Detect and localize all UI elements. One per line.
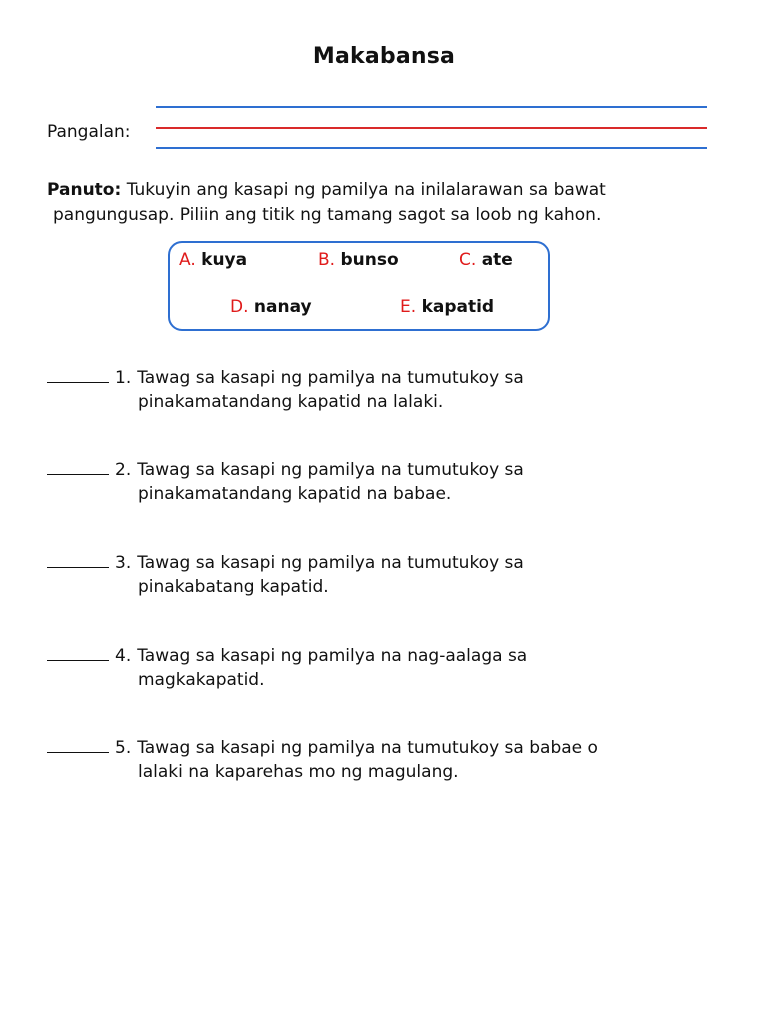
instructions-line-2: pangungusap. Piliin ang titik ng tamang sagot sa loob ng kahon. [53, 205, 602, 225]
choice-word: kuya [201, 250, 248, 270]
answer-blank[interactable] [47, 738, 109, 753]
question-text: Tawag sa kasapi ng pamilya na tumutukoy sa [137, 368, 524, 388]
question-number: 2. [115, 460, 132, 480]
question-number: 5. [115, 738, 132, 758]
answer-blank[interactable] [47, 460, 109, 475]
answer-blank[interactable] [47, 553, 109, 568]
answer-blank[interactable] [47, 646, 109, 661]
choice-e [400, 297, 494, 317]
choice-letter: D. [230, 297, 249, 317]
choice-word: kapatid [421, 297, 495, 317]
question-text: Tawag sa kasapi ng pamilya na nag-aalaga sa [137, 646, 528, 666]
choice-word: nanay [253, 297, 312, 317]
question-text: Tawag sa kasapi ng pamilya na tumutukoy sa [137, 460, 524, 480]
instructions-line-1: Tukuyin ang kasapi ng pamilya na inilalarawan sa bawat [126, 180, 606, 200]
question-number: 4. [115, 646, 132, 666]
question-text-cont: pinakamatandang kapatid na babae. [138, 484, 452, 504]
question-number: 3. [115, 553, 132, 573]
question-text-cont: lalaki na kaparehas mo ng magulang. [138, 762, 459, 782]
choice-word: ate [481, 250, 513, 270]
question-5 [47, 736, 747, 784]
instructions-label: Panuto: [47, 180, 122, 200]
question-1 [47, 366, 747, 414]
choice-letter: C. [459, 250, 477, 270]
question-4 [47, 644, 747, 692]
choice-d [230, 297, 312, 317]
choice-c [459, 250, 513, 270]
instructions [47, 178, 727, 228]
choice-b [318, 250, 399, 270]
question-text: Tawag sa kasapi ng pamilya na tumutukoy sa babae o [137, 738, 598, 758]
question-text-cont: magkakapatid. [138, 670, 265, 690]
choice-letter: B. [318, 250, 336, 270]
question-text-cont: pinakamatandang kapatid na lalaki. [138, 392, 444, 412]
choices-box [168, 241, 550, 331]
choice-a [179, 250, 247, 270]
question-number: 1. [115, 368, 132, 388]
choice-letter: E. [400, 297, 417, 317]
question-2 [47, 458, 747, 506]
name-label: Pangalan: [47, 122, 131, 142]
choice-letter: A. [179, 250, 196, 270]
answer-blank[interactable] [47, 368, 109, 383]
question-text-cont: pinakabatang kapatid. [138, 577, 329, 597]
name-field [0, 0, 768, 160]
question-text: Tawag sa kasapi ng pamilya na tumutukoy sa [137, 553, 524, 573]
choice-word: bunso [340, 250, 399, 270]
question-3 [47, 551, 747, 599]
name-guide-line-middle[interactable] [156, 127, 707, 129]
name-guide-line-bottom [156, 147, 707, 149]
page-title: Makabansa [312, 44, 456, 69]
name-guide-line-top [156, 106, 707, 108]
